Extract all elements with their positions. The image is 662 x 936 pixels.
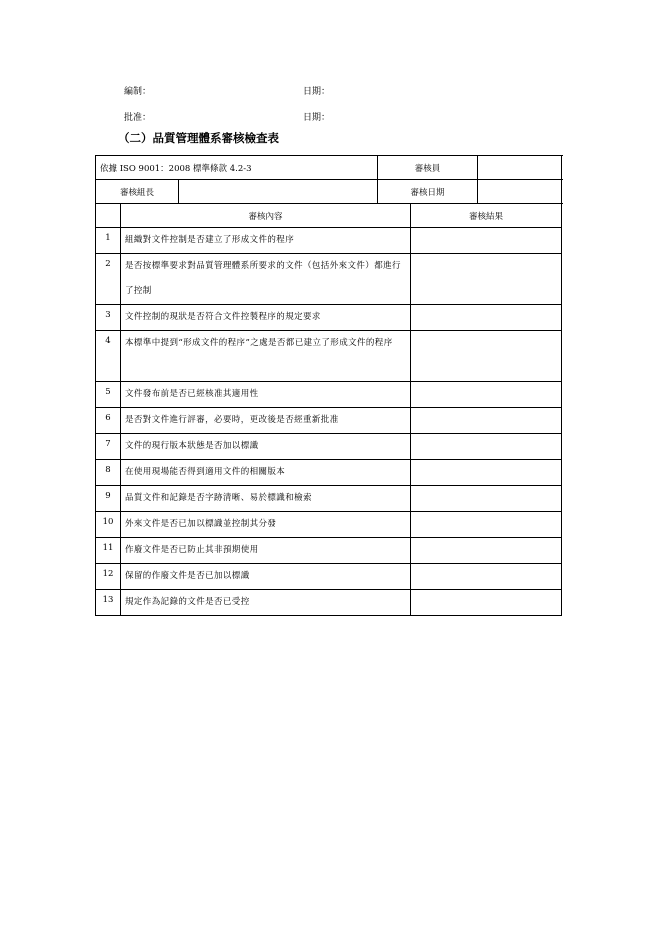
- row-content: 規定作為記錄的文件是否已受控: [121, 590, 411, 616]
- row-number: 10: [96, 512, 121, 538]
- row-result: [411, 512, 562, 538]
- header-table: [95, 155, 562, 204]
- table-row: [96, 538, 562, 564]
- table-row: [96, 305, 562, 331]
- table-row: [96, 254, 562, 305]
- row-result: [411, 382, 562, 408]
- row-content: 作廢文件是否已防止其非預期使用: [121, 538, 411, 564]
- row-result: [411, 564, 562, 590]
- row-content: 文件控制的現狀是否符合文件控製程序的規定要求: [121, 305, 411, 331]
- row-result: [411, 460, 562, 486]
- row-content: 保留的作廢文件是否已加以標識: [121, 564, 411, 590]
- page-title: （二）品質管理體系審核檢查表: [118, 131, 279, 145]
- row-number: 3: [96, 305, 121, 331]
- audit-date-label: 審核日期: [378, 180, 478, 204]
- num-header: [96, 204, 121, 228]
- row-result: [411, 590, 562, 616]
- row-result: [411, 408, 562, 434]
- row-content: 外來文件是否已加以標識並控制其分發: [121, 512, 411, 538]
- row-result: [411, 538, 562, 564]
- result-header: 審核結果: [411, 204, 562, 228]
- row-content: 品質文件和記錄是否字跡清晰、易於標識和檢索: [121, 486, 411, 512]
- table-row: [96, 228, 562, 254]
- row-content: 本標準中提到“形成文件的程序”之處是否都已建立了形成文件的程序: [121, 331, 411, 382]
- table-row: [96, 564, 562, 590]
- table-row: [96, 408, 562, 434]
- table-row: [96, 434, 562, 460]
- approved-by-label: 批准：: [124, 113, 152, 123]
- row-content: 是否對文件進行評審，必要時，更改後是否經重新批准: [121, 408, 411, 434]
- row-number: 2: [96, 254, 121, 305]
- basis-cell: 依據 ISO 9001：2008 標準條款 4.2-3: [96, 156, 378, 180]
- row-result: [411, 254, 562, 305]
- row-number: 4: [96, 331, 121, 382]
- row-result: [411, 486, 562, 512]
- row-result: [411, 331, 562, 382]
- lead-auditor-value: [179, 180, 378, 204]
- table-row: [96, 382, 562, 408]
- checklist-table: [95, 203, 562, 616]
- row-result: [411, 305, 562, 331]
- row-number: 6: [96, 408, 121, 434]
- row-content: 是否按標準要求對品質管理體系所要求的文件（包括外來文件）都進行了控制: [121, 254, 411, 305]
- row-number: 12: [96, 564, 121, 590]
- row-number: 9: [96, 486, 121, 512]
- auditor-value: [478, 156, 562, 180]
- prepared-by-label: 編制：: [124, 87, 152, 97]
- row-content: 文件的現行版本狀態是否加以標識: [121, 434, 411, 460]
- row-number: 7: [96, 434, 121, 460]
- content-header: 審核內容: [121, 204, 411, 228]
- date-label-1: 日期：: [303, 87, 331, 97]
- row-number: 13: [96, 590, 121, 616]
- row-number: 1: [96, 228, 121, 254]
- table-row: [96, 590, 562, 616]
- table-row: [96, 512, 562, 538]
- row-content: 組織對文件控制是否建立了形成文件的程序: [121, 228, 411, 254]
- column-header-row: [96, 204, 562, 228]
- table-row: [96, 486, 562, 512]
- date-label-2: 日期：: [303, 113, 331, 123]
- table-row: [96, 331, 562, 382]
- lead-auditor-label: 審核組長: [96, 180, 179, 204]
- row-number: 8: [96, 460, 121, 486]
- auditor-label: 審核員: [378, 156, 478, 180]
- row-number: 5: [96, 382, 121, 408]
- row-content: 在使用現場能否得到適用文件的相關版本: [121, 460, 411, 486]
- audit-date-value: [478, 180, 562, 204]
- table-row: [96, 460, 562, 486]
- row-number: 11: [96, 538, 121, 564]
- row-result: [411, 228, 562, 254]
- row-result: [411, 434, 562, 460]
- row-content: 文件發布前是否已經核准其適用性: [121, 382, 411, 408]
